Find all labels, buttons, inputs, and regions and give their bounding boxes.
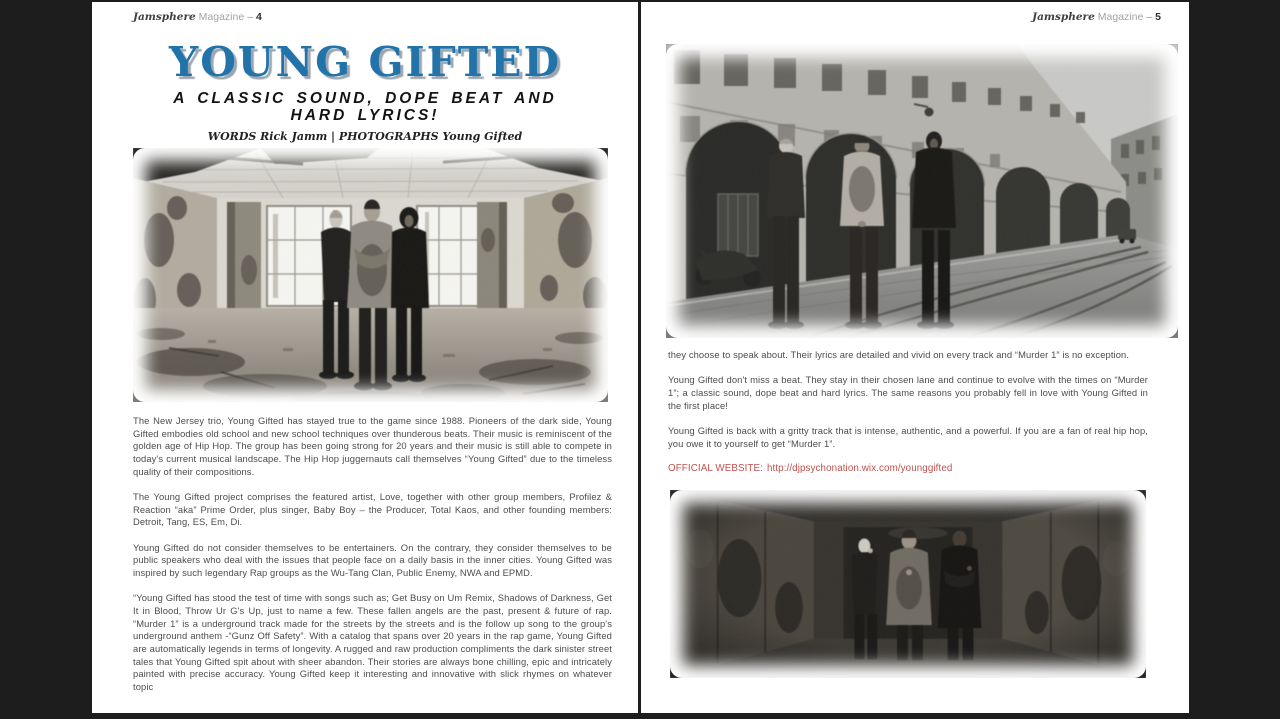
paragraph: Young Gifted don't miss a beat. They stay in their chosen lane and continue to evolve with the times on “Murder 1”; a classic sound, dope beat and hard lyrics. The same reasons you probably fell in love with Young Gifted in the first place! [668, 374, 1148, 411]
photo-tunnel-scene [670, 490, 1146, 678]
paragraph: Young Gifted is back with a gritty track that is intense, authentic, and a powerful. If you are a fan of real hip hop, you owe it to yourself to get “Murder 1”. [668, 424, 1148, 449]
magazine-brand: Jamsphere [133, 11, 196, 23]
official-website-link[interactable]: http://djpsychonation.wix.com/younggifted [766, 462, 953, 474]
photo-street-scene [666, 44, 1178, 338]
page-number: 5 [1155, 11, 1161, 23]
official-website-line [668, 463, 1148, 476]
page-4 [92, 2, 638, 713]
header-separator: – [1146, 11, 1153, 23]
article-title: YOUNG GIFTED [168, 38, 562, 86]
byline: WORDS Rick Jamm | PHOTOGRAPHS Young Gifted [207, 130, 523, 143]
paragraph: they choose to speak about. Their lyrics are detailed and vivid on every track and “Murder 1” is no exception. [668, 349, 1130, 360]
paragraph: The New Jersey trio, Young Gifted has stayed true to the game since 1988. Pioneers of the dark side, Young Gifted embodies old school and new school techniques over thunderous beats. Their music is reminiscent of the golden age of Hip Hop. The group has been going strong for 20 years and their music is still able to compete in today's current musical landscape. The Hip Hop juggernauts call themselves “Young Gifted” due to the timeless quality of their compositions. [133, 415, 612, 477]
article-subtitle [92, 91, 638, 124]
article-body-left [133, 415, 612, 706]
magazine-label: Magazine [1097, 11, 1144, 23]
subtitle-line-2: HARD LYRICS! [290, 106, 440, 124]
official-website-label: OFFICIAL WEBSITE: [668, 462, 763, 474]
page-5 [641, 2, 1189, 713]
header-separator: – [247, 11, 254, 23]
paragraph: “Young Gifted has stood the test of time with songs such as; Get Busy on Um Remix, Shadows of Darkness, Get It in Blood, Throw Ur G's Up, just to name a few. These fallen angels are the past, present & future of rap. “Murder 1” is a underground track made for the streets by the streets and is the follow up song to the group's underground anthem -“Gunz Off Safety”. With a catalog that spans over 20 years in the rap game, Young Gifted are automatically legends in terms of longevity. A rugged and raw production compliments the dark sinister street tales that Young Gifted spit about with sheer abandon. Their stories are always bone chilling, epic and intricately painted with precise accuracy. Young Gifted keep it interesting and innovative with slick rhymes on whatever topic [133, 592, 612, 693]
page-header-left [133, 11, 262, 23]
page-header-right [1032, 11, 1161, 23]
photo-derelict-building [133, 148, 608, 402]
page-number: 4 [256, 11, 262, 23]
paragraph: Young Gifted do not consider themselves to be entertainers. On the contrary, they consider themselves to be public speakers who deal with the issues that people face on a daily basis in the inner cities. Young Gifted was inspired by such legendary Rap groups as the Wu-Tang Clan, Public Enemy, NWA and EPMD. [133, 541, 612, 579]
magazine-brand: Jamsphere [1032, 11, 1095, 23]
article-body-right [668, 349, 1148, 475]
paragraph: The Young Gifted project comprises the featured artist, Love, together with other group members, Profilez & Reaction “aka” Prime Order, plus singer, Baby Boy – the Producer, Total Kaos, and other founding members: Detroit, Tang, ES, Em, Di. [133, 491, 612, 528]
subtitle-line-1: A CLASSIC SOUND, DOPE BEAT AND [173, 90, 557, 107]
magazine-label: Magazine [198, 11, 245, 23]
